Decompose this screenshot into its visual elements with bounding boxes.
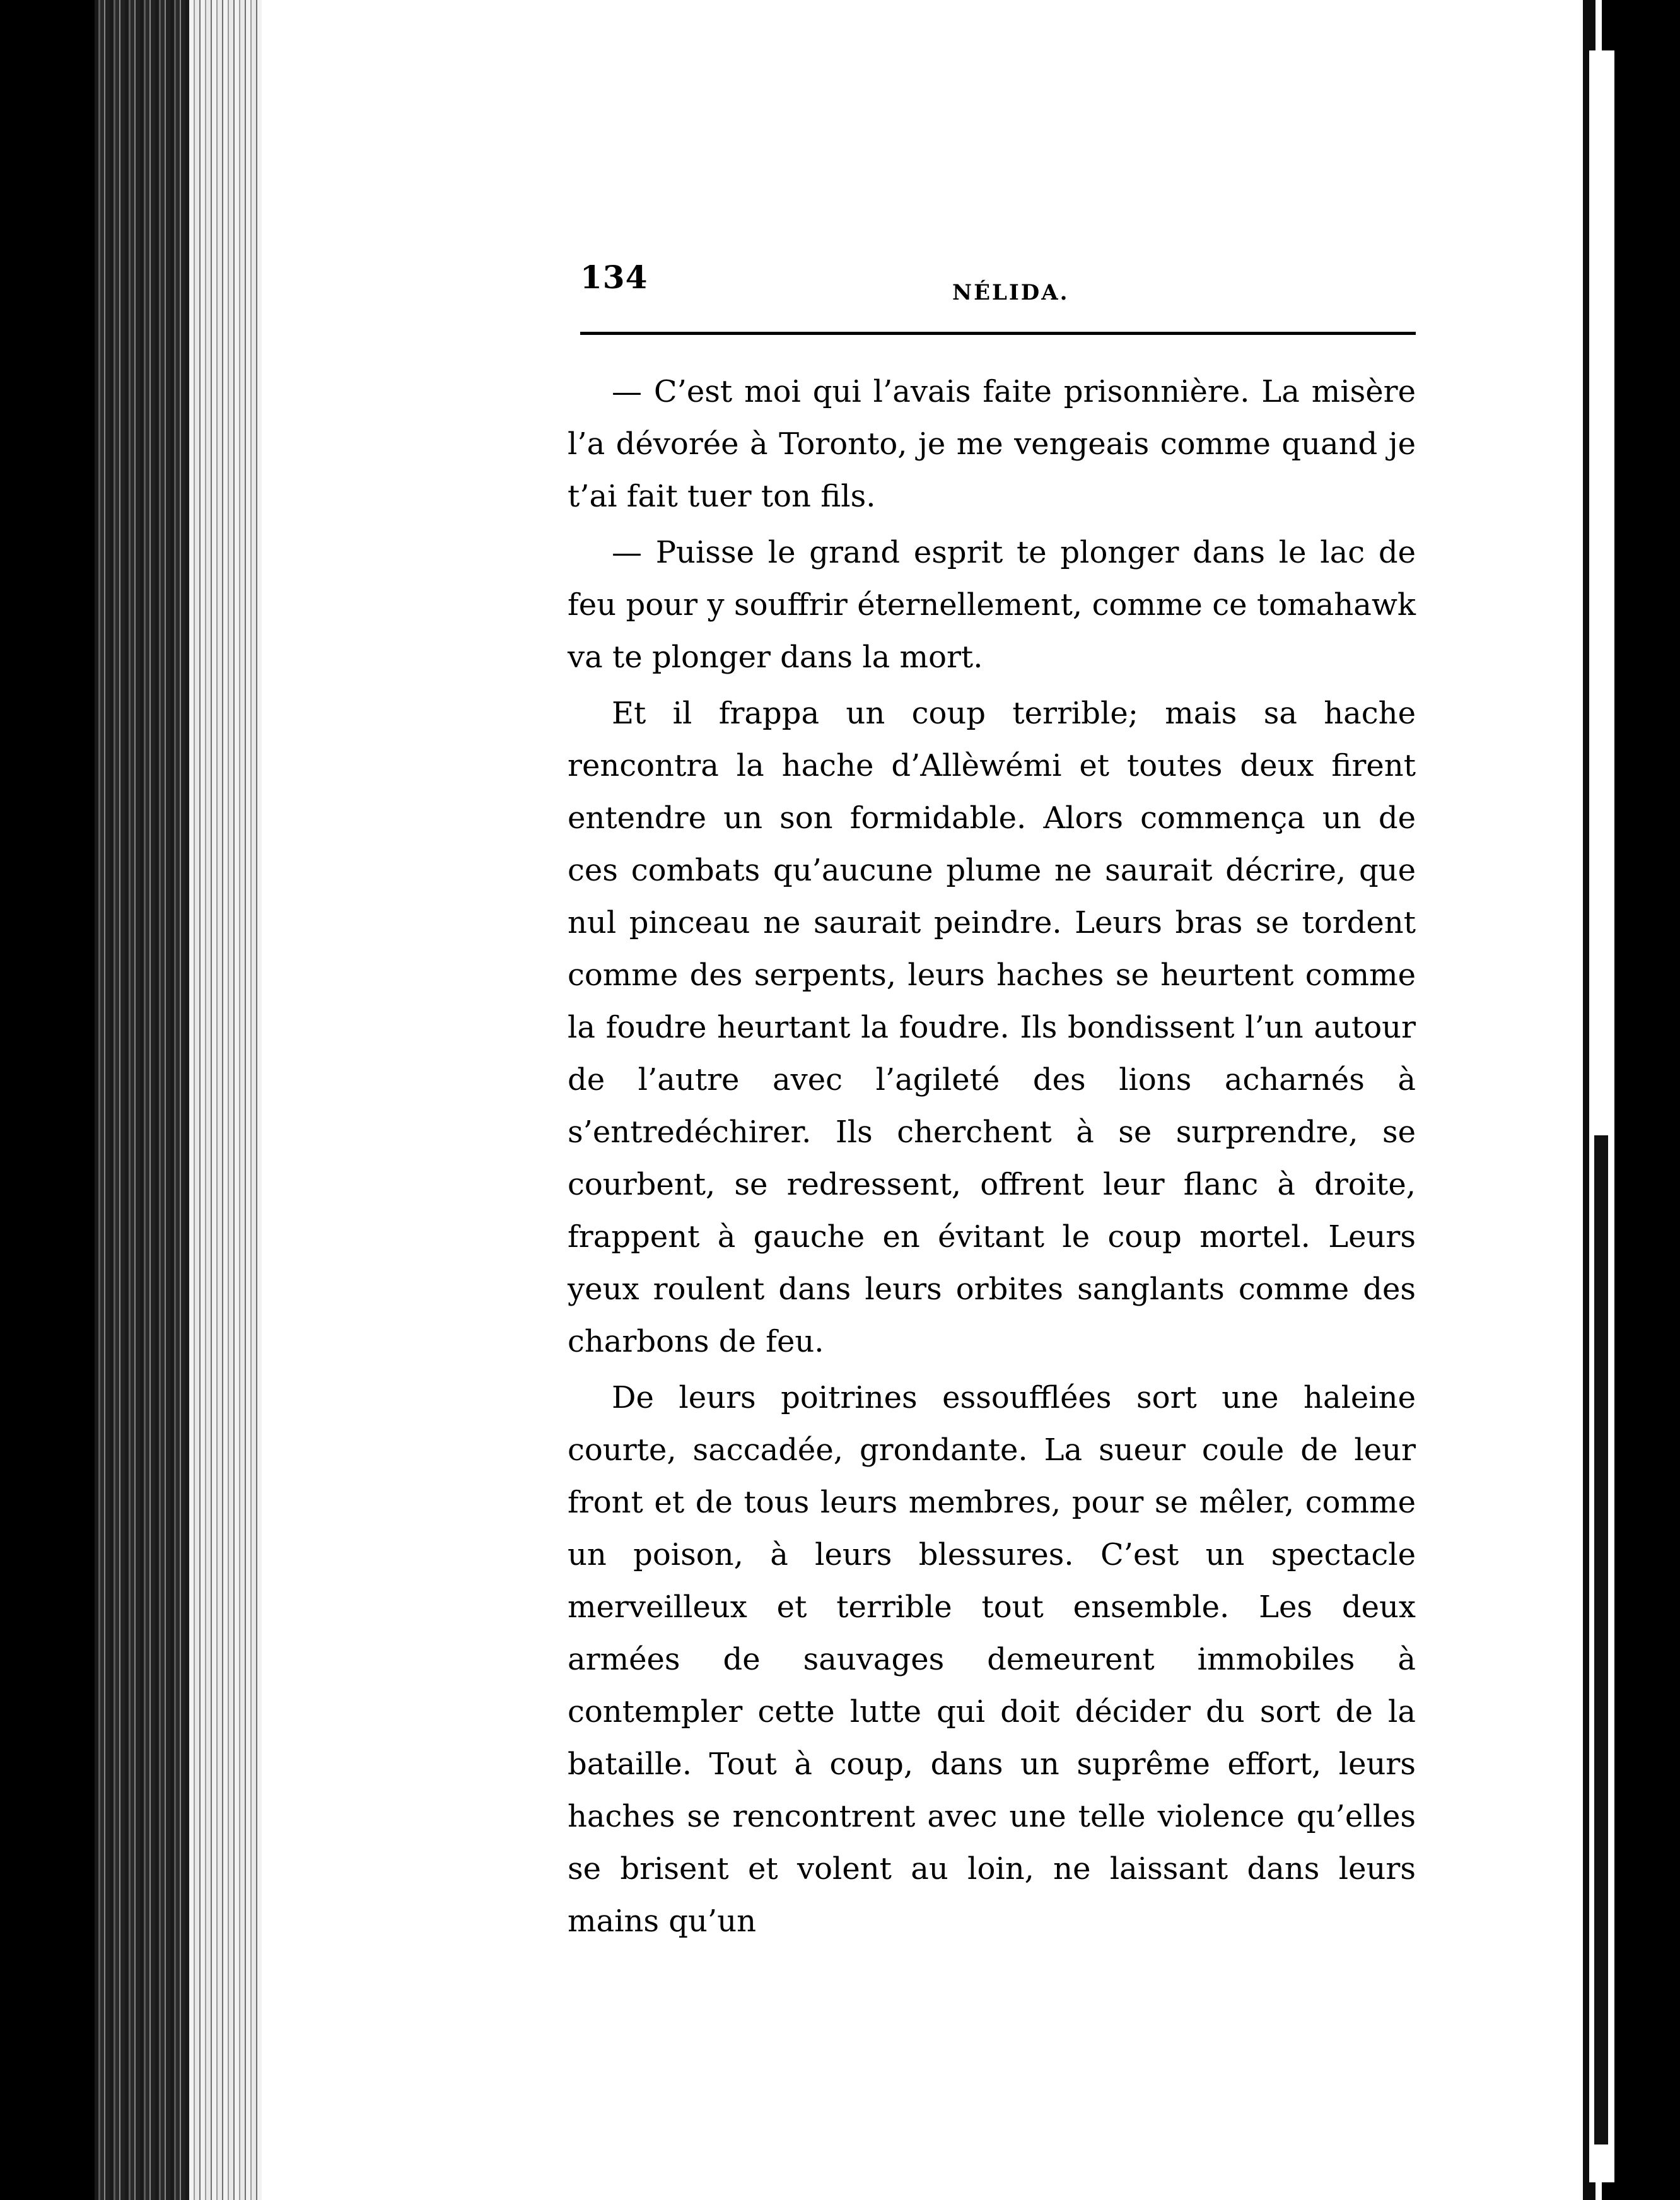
paragraph: — Puisse le grand esprit te plonger dans le lac de feu pour y souffrir éternellement, comme ce tomahawk va te plonger dans la mort. bbox=[568, 535, 1416, 675]
paragraph: Et il frappa un coup terrible; mais sa hache rencontra la hache d’Allèwémi et toutes deux firent entendre un son formidable. Alors commença un de ces combats qu’aucune plume ne saurait décrire, que nul pinceau ne saurait peindre. Leurs bras se tordent comme des serpents, leurs haches se heurtent comme la foudre heurtant la foudre. Ils bondissent l’un autour de l’autre avec l’agileté des lions acharnés à s’entredéchirer. Ils cherchent à se surprendre, se courbent, se redressent, offrent leur flanc à droite, frappent à gauche en évitant le coup mortel. Leurs yeux roulent dans leurs orbites sanglants comme des charbons de feu. bbox=[568, 696, 1416, 1359]
header-rule bbox=[580, 332, 1416, 335]
stacked-page-edges bbox=[189, 0, 265, 2200]
running-title: NÉLIDA. bbox=[952, 280, 1070, 305]
body-text bbox=[568, 366, 1416, 1951]
page-number: 134 bbox=[580, 259, 648, 296]
right-binding-shadow bbox=[1594, 1135, 1608, 2144]
running-header bbox=[580, 259, 1419, 309]
paragraph: De leurs poitrines essoufflées sort une haleine courte, saccadée, grondante. La sueur coule de leur front et de tous leurs membres, pour se mêler, comme un poison, à leurs blessures. C’est un spectacle merveilleux et terrible tout ensemble. Les deux armées de sauvages demeurent immobiles à contempler cette lutte qui doit décider du sort de la bataille. Tout à coup, dans un suprême effort, leurs haches se rencontrent avec une telle violence qu’elles se brisent et volent au loin, ne laissant dans leurs mains qu’un bbox=[568, 1380, 1416, 1939]
paragraph: — C’est moi qui l’avais faite prisonnière. La misère l’a dévorée à Toronto, je me vengeais comme quand je t’ai fait tuer ton fils. bbox=[568, 374, 1416, 514]
